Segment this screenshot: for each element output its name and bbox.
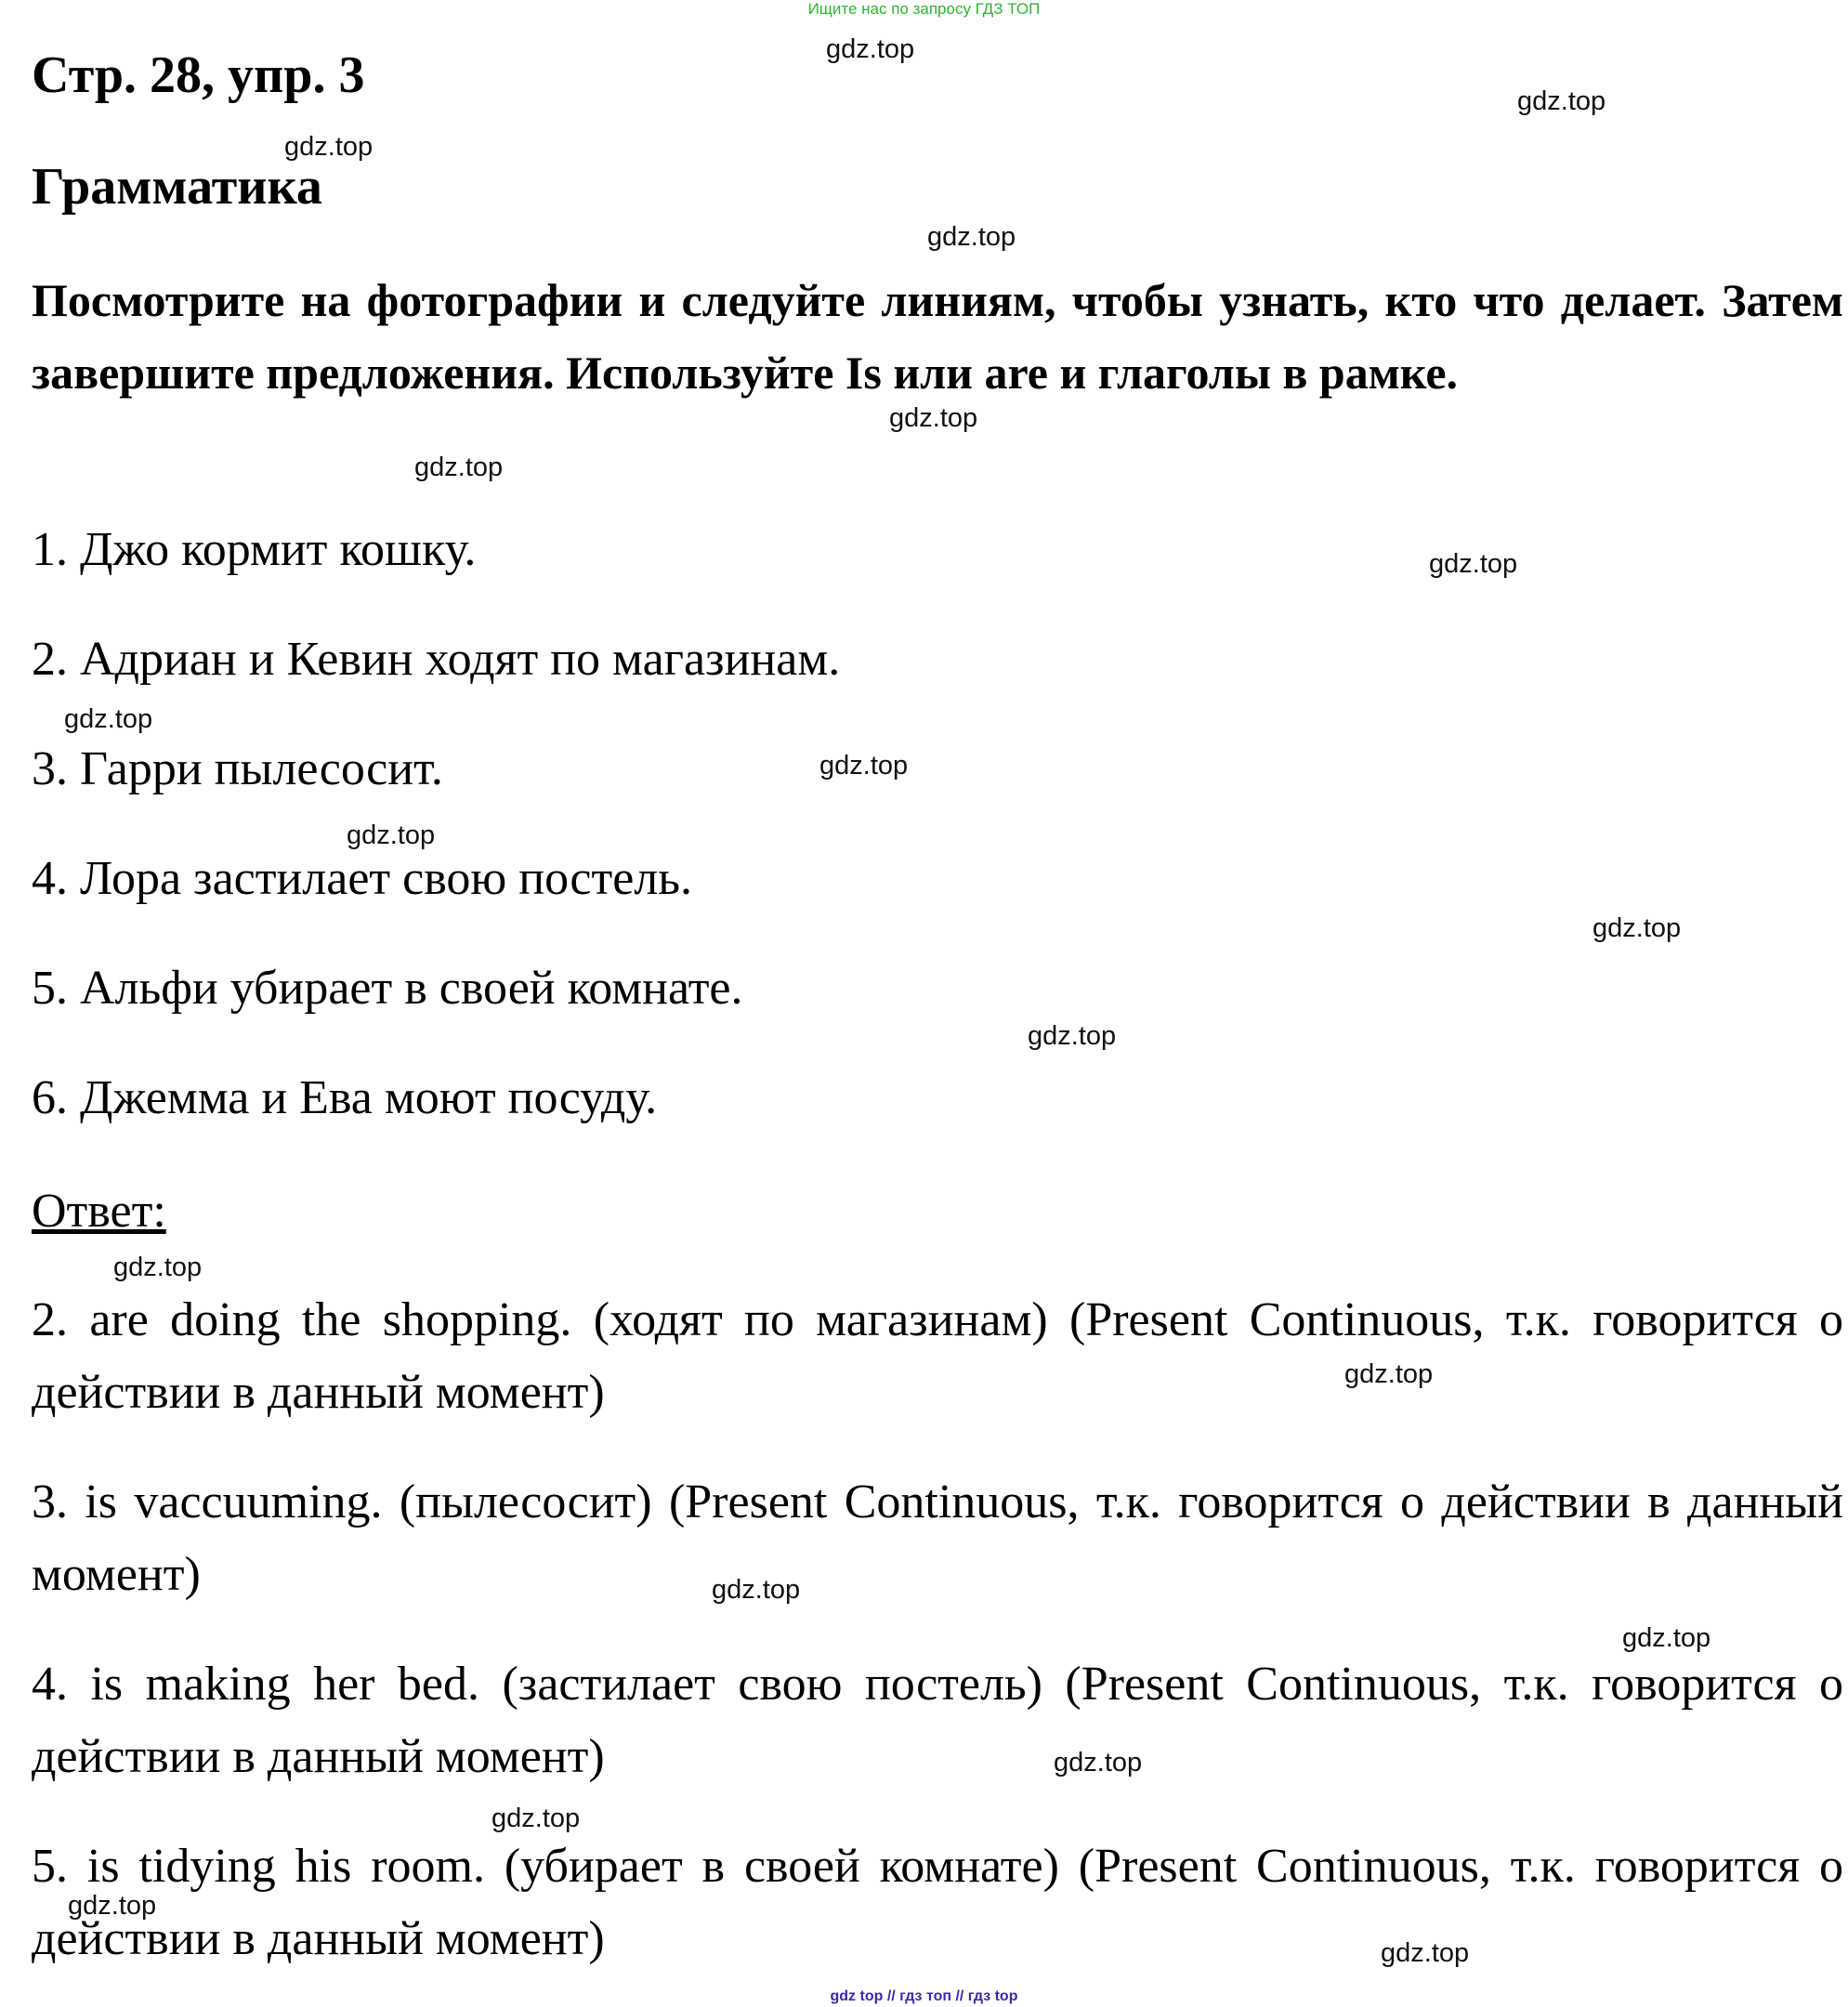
watermark: gdz.top: [889, 403, 978, 433]
watermark: gdz.top: [414, 453, 504, 482]
watermark: gdz.top: [64, 704, 153, 734]
watermark: gdz.top: [819, 751, 909, 780]
watermark: gdz.top: [284, 132, 374, 162]
answer-item-3: 3. is vaccuuming. (пылесосит) (Present Continuous, т.к. говорится о действии в данный момент): [32, 1476, 1843, 1601]
watermark: gdz.top: [1381, 1938, 1470, 1968]
page-title: Стр. 28, упр. 3: [32, 46, 365, 104]
task-item-6: 6. Джемма и Ева моют посуду.: [32, 1071, 658, 1124]
watermark: gdz.top: [1429, 549, 1518, 579]
task-item-1: 1. Джо кормит кошку.: [32, 523, 477, 576]
watermark: gdz.top: [1517, 86, 1606, 116]
watermark: gdz.top: [826, 34, 915, 64]
instructions: Посмотрите на фотографии и следуйте линиям, чтобы узнать, кто что делает. Затем завершите предложения. Используйте Is или are и глаголы в рамке.: [32, 274, 1843, 399]
watermark: gdz.top: [1054, 1748, 1143, 1777]
task-item-5: 5. Альфи убирает в своей комнате.: [32, 962, 743, 1015]
task-item-4: 4. Лора застилает свою постель.: [32, 852, 692, 905]
answer-item-5: 5. is tidying his room. (убирает в своей комнате) (Present Continuous, т.к. говорится о действии в данный момент): [32, 1840, 1843, 1965]
footer-links[interactable]: gdz top // гдз топ // гдз top: [830, 1988, 1018, 2004]
watermark: gdz.top: [113, 1253, 203, 1282]
watermark: gdz.top: [1622, 1623, 1711, 1653]
watermark: gdz.top: [1028, 1021, 1117, 1051]
watermark: gdz.top: [491, 1804, 581, 1833]
watermark: gdz.top: [68, 1891, 157, 1921]
watermark: gdz.top: [712, 1575, 801, 1605]
answer-heading: Ответ:: [32, 1185, 166, 1238]
task-item-2: 2. Адриан и Кевин ходят по магазинам.: [32, 633, 841, 686]
section-title: Грамматика: [32, 158, 322, 216]
task-item-3: 3. Гарри пылесосит.: [32, 742, 443, 795]
top-banner[interactable]: Ищите нас по запросу ГДЗ ТОП: [807, 0, 1041, 18]
answer-item-4: 4. is making her bed. (застилает свою постель) (Present Continuous, т.к. говорится о действии в данный момент): [32, 1658, 1843, 1783]
watermark: gdz.top: [927, 222, 1016, 252]
watermark: gdz.top: [1592, 913, 1682, 943]
answer-item-2: 2. are doing the shopping. (ходят по магазинам) (Present Continuous, т.к. говорится о действии в данный момент): [32, 1293, 1843, 1419]
watermark: gdz.top: [1344, 1359, 1434, 1389]
watermark: gdz.top: [347, 820, 436, 850]
